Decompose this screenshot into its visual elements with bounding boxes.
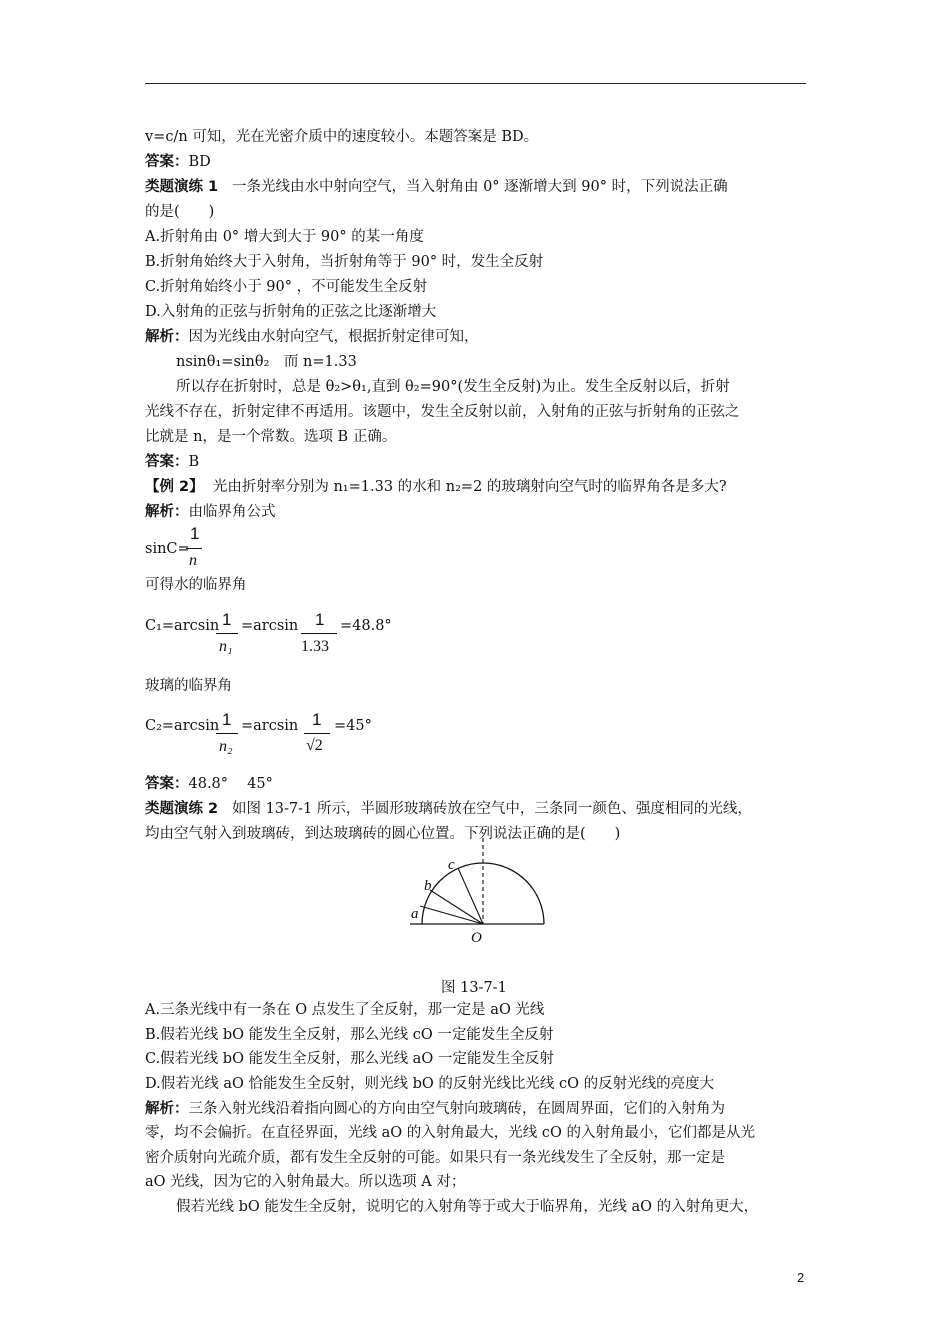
answer-line: [145, 153, 211, 171]
fraction-bar: [186, 548, 202, 549]
label-c: c: [448, 857, 455, 873]
option-d: D.入射角的正弦与折射角的正弦之比逐渐增大: [145, 304, 437, 320]
numerator: 1: [190, 524, 200, 543]
answer-line: [145, 453, 199, 471]
numerator: 1: [222, 710, 232, 729]
solution-line: [145, 503, 276, 521]
answer-value: B: [188, 454, 200, 470]
answer-label: 答案：: [145, 454, 189, 470]
option-b: B.假若光线 bO 能发生全反射，那么光线 cO 一定能发生全反射: [145, 1027, 554, 1043]
text-line: aO 光线，因为它的入射角最大。所以选项 A 对；: [145, 1174, 466, 1190]
c2-prefix: C₂=arcsin: [145, 718, 220, 734]
solution-text: 因为光线由水射向空气，根据折射定律可知，: [188, 329, 479, 345]
page-number: 2: [797, 1270, 805, 1285]
numerator: 1: [315, 610, 325, 629]
denominator: 1.33: [301, 638, 329, 655]
c1-mid: =arcsin: [241, 618, 299, 634]
ray-a: [420, 906, 483, 924]
text-line: 的是( ): [145, 204, 215, 220]
header-rule: [145, 83, 806, 84]
text-line: 零，均不会偏折。在直径界面，光线 aO 的入射角最大，光线 cO 的入射角最小，它们都是从光: [145, 1125, 755, 1141]
denominator: n₂: [219, 738, 233, 755]
denominator: n: [189, 552, 197, 569]
label-o: O: [471, 930, 482, 946]
text-line: 光线不存在，折射定律不再适用。该题中，发生全反射以前，入射角的正弦与折射角的正弦之: [145, 404, 740, 420]
exercise-header: [145, 800, 752, 818]
formula-line: nsinθ₁=sinθ₂ 而 n=1.33: [176, 354, 357, 370]
answer-label: 答案：: [145, 776, 189, 792]
text-line: 玻璃的临界角: [145, 678, 232, 694]
numerator: 1: [222, 610, 232, 629]
solution-text: 三条入射光线沿着指向圆心的方向由空气射向玻璃砖，在圆周界面，它们的入射角为: [188, 1101, 725, 1117]
label-b: b: [424, 878, 432, 894]
example-header: [145, 478, 727, 496]
text-line: 所以存在折射时，总是 θ₂>θ₁,直到 θ₂=90°(发生全反射)为止。发生全反射以后，折射: [176, 379, 730, 395]
c1-result: =48.8°: [340, 618, 392, 634]
example-text: 光由折射率分别为 n₁=1.33 的水和 n₂=2 的玻璃射向空气时的临界角各是多大?: [212, 479, 727, 495]
c1-prefix: C₁=arcsin: [145, 618, 220, 634]
example-label: 【例 2】: [145, 479, 204, 495]
label-a: a: [411, 906, 419, 922]
exercise-label: 类题演练 1: [145, 179, 219, 195]
denominator: n₁: [219, 638, 233, 655]
text-line: 密介质射向光疏介质，都有发生全反射的可能。如果只有一条光线发生了全反射，那一定是: [145, 1150, 725, 1166]
solution-label: 解析：: [145, 504, 189, 520]
option-a: A.折射角由 0° 增大到大于 90° 的某一角度: [145, 229, 424, 245]
semicircle-glass-figure: [400, 832, 550, 952]
c2-mid: =arcsin: [241, 718, 299, 734]
solution-label: 解析：: [145, 1101, 189, 1117]
fraction-bar: [304, 733, 330, 734]
numerator: 1: [312, 710, 322, 729]
answer-label: 答案：: [145, 154, 189, 170]
solution-label: 解析：: [145, 329, 189, 345]
option-c: C.假若光线 bO 能发生全反射，那么光线 aO 一定能发生全反射: [145, 1051, 554, 1067]
text-line: 假若光线 bO 能发生全反射，说明它的入射角等于或大于临界角，光线 aO 的入射角更大，: [176, 1199, 759, 1215]
denominator: √2: [306, 737, 323, 754]
text-line: 比就是 n，是一个常数。选项 B 正确。: [145, 429, 397, 445]
answer-line: [145, 775, 273, 793]
exercise-text: 如图 13-7-1 所示，半圆形玻璃砖放在空气中，三条同一颜色、强度相同的光线，: [231, 801, 752, 817]
option-d: D.假若光线 aO 恰能发生全反射，则光线 bO 的反射光线比光线 cO 的反射光线的亮度大: [145, 1076, 715, 1092]
text-line: v=c/n 可知，光在光密介质中的速度较小。本题答案是 BD。: [145, 129, 539, 145]
answer-value: BD: [188, 154, 211, 170]
option-c: C.折射角始终小于 90° ，不可能发生全反射: [145, 279, 428, 295]
c2-result: =45°: [334, 718, 372, 734]
solution-line: [145, 328, 479, 346]
option-b: B.折射角始终大于入射角，当折射角等于 90° 时，发生全反射: [145, 254, 544, 270]
solution-line: [145, 1100, 725, 1118]
sinc-formula-prefix: sinC=: [145, 541, 190, 557]
fraction-bar: [216, 733, 238, 734]
figure-caption: 图 13-7-1: [441, 980, 507, 996]
text-line: 可得水的临界角: [145, 577, 247, 593]
text-line: 均由空气射入到玻璃砖，到达玻璃砖的圆心位置。下列说法正确的是( ): [145, 826, 621, 842]
solution-text: 由临界角公式: [188, 504, 276, 520]
exercise-text: 一条光线由水中射向空气，当入射角由 0° 逐渐增大到 90° 时，下列说法正确: [231, 179, 728, 195]
fraction-bar: [216, 633, 238, 634]
answer-value: 48.8° 45°: [188, 776, 273, 792]
option-a: A.三条光线中有一条在 O 点发生了全反射，那一定是 aO 光线: [145, 1002, 545, 1018]
exercise-label: 类题演练 2: [145, 801, 219, 817]
fraction-bar: [301, 633, 337, 634]
exercise-header: [145, 178, 728, 196]
semicircle-arc: [422, 863, 544, 924]
